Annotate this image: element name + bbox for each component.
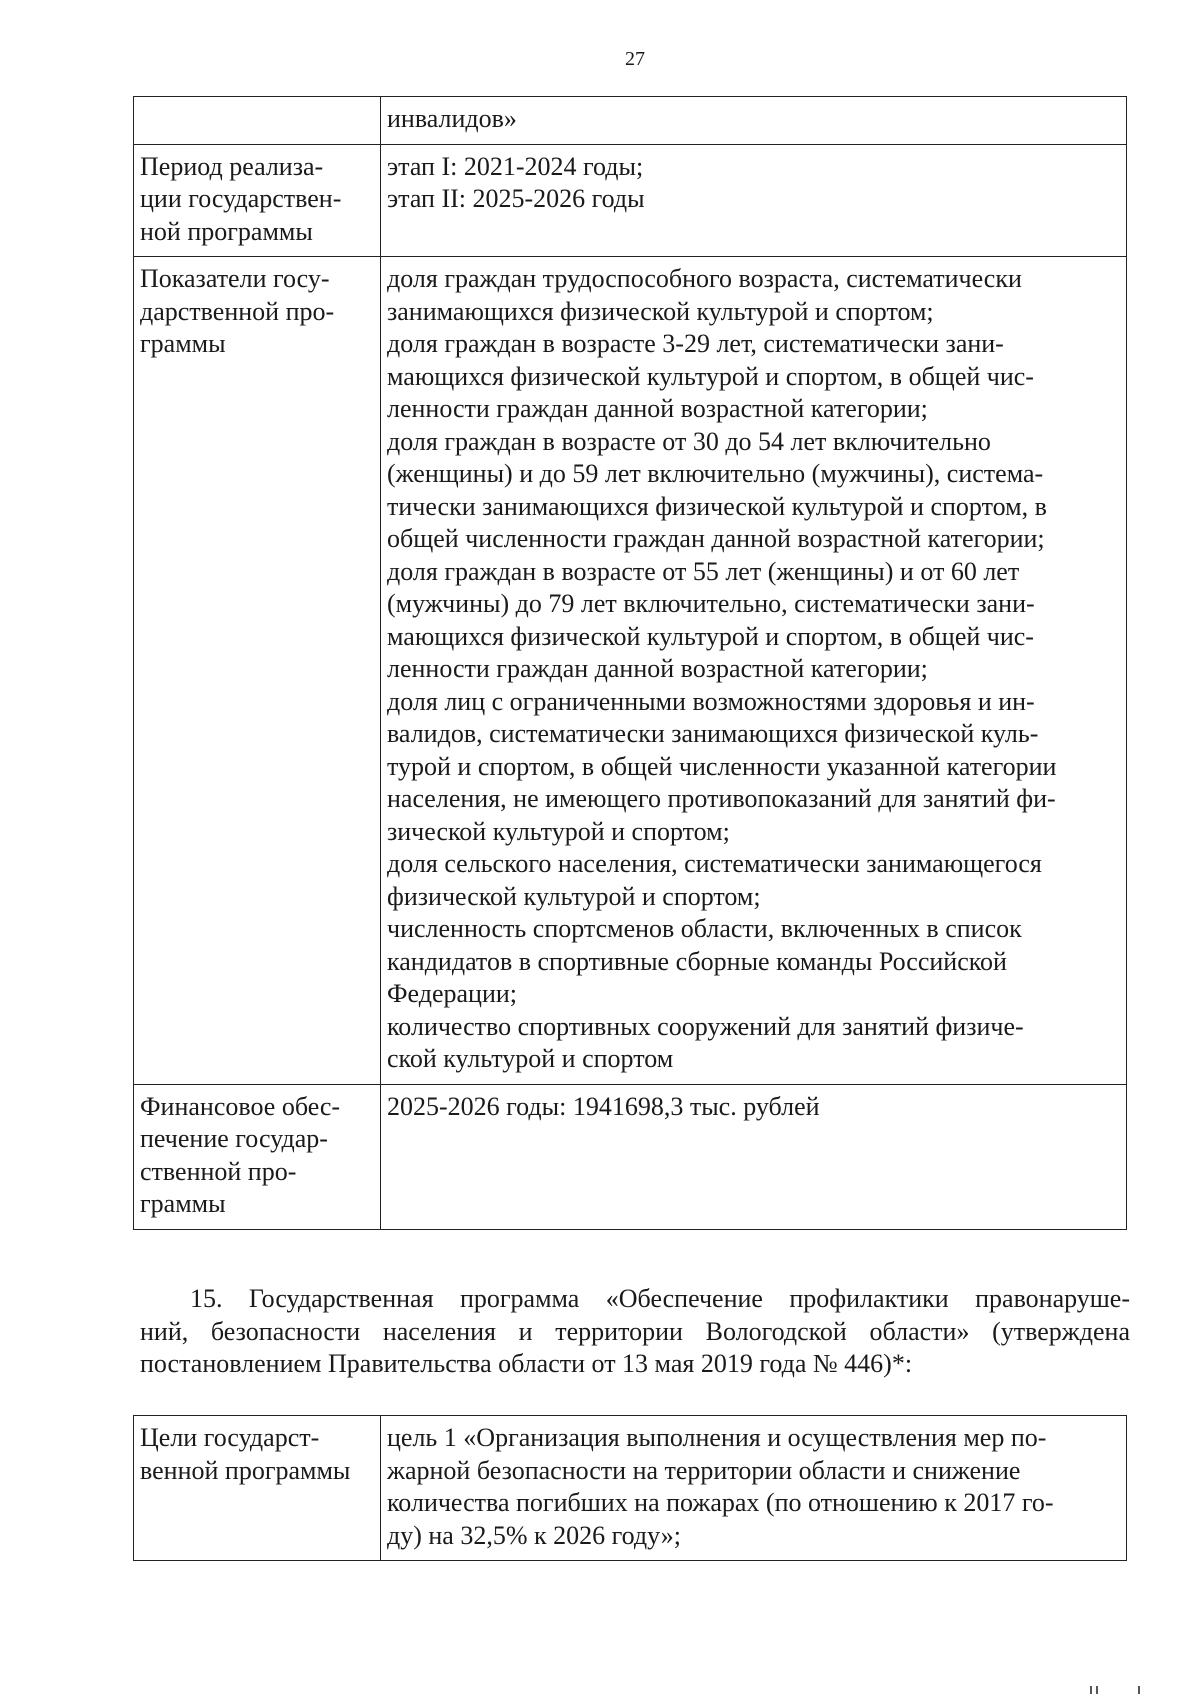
content-line: (женщины) и до 59 лет включительно (мужчины), система- bbox=[387, 459, 1044, 488]
content-line: количество спортивных сооружений для занятий физиче- bbox=[387, 1011, 1024, 1041]
content-line: численность спортсменов области, включенных в список bbox=[387, 914, 1022, 943]
content-line: физической культурой и спортом; bbox=[387, 881, 761, 911]
paragraph-line: ний, безопасности населения и территории Вологодской области» (утверждена bbox=[140, 1316, 1130, 1346]
content-line: 2025-2026 годы: 1941698,3 тыс. рублей bbox=[387, 1091, 820, 1121]
content-line: ленности граждан данной возрастной категории; bbox=[387, 394, 928, 423]
row-content bbox=[381, 1416, 1127, 1561]
content-line: ду) на 32,5% к 2026 году»; bbox=[387, 1520, 681, 1550]
label-line: ственной про- bbox=[140, 1156, 297, 1186]
content-line: доля лиц с ограниченными возможностями здоровья и ин- bbox=[387, 686, 1035, 716]
content-line: валидов, систематически занимающихся физической куль- bbox=[387, 719, 1039, 748]
label-line: ной программы bbox=[140, 216, 313, 246]
label-line: граммы bbox=[140, 1189, 226, 1218]
row-label bbox=[134, 1416, 381, 1561]
label-line: граммы bbox=[140, 329, 226, 358]
content-line: этап I: 2021-2024 годы; bbox=[387, 151, 644, 181]
paragraph-line: 15. Государственная программа «Обеспечение профилактики правонаруше- bbox=[190, 1284, 1130, 1313]
program-goals-table bbox=[133, 1415, 1127, 1561]
row-label bbox=[134, 97, 381, 145]
page-number: 27 bbox=[625, 48, 645, 70]
label-line: Цели государст- bbox=[140, 1423, 320, 1452]
content-line: жарной безопасности на территории области и снижение bbox=[387, 1455, 1021, 1485]
content-line: количества погибших на пожарах (по отношению к 2017 го- bbox=[387, 1488, 1054, 1517]
scan-artifact bbox=[1088, 1686, 1148, 1694]
content-line: ленности граждан данной возрастной категории; bbox=[387, 654, 928, 683]
table-row bbox=[134, 144, 1127, 257]
paragraph-line: постановлением Правительства области от 13 мая 2019 года № 446)*: bbox=[140, 1349, 913, 1378]
row-content bbox=[381, 1084, 1127, 1229]
label-line: Период реализа- bbox=[140, 151, 324, 181]
row-content bbox=[381, 97, 1127, 145]
content-line: мающихся физической культурой и спортом, в общей чис- bbox=[387, 361, 1034, 391]
content-line: доля сельского населения, систематически занимающегося bbox=[387, 849, 1042, 878]
content-line: доля граждан в возрасте от 30 до 54 лет включительно bbox=[387, 426, 991, 456]
content-line: этап II: 2025-2026 годы bbox=[387, 184, 645, 213]
row-content bbox=[381, 144, 1127, 257]
content-line: общей численности граждан данной возрастной категории; bbox=[387, 524, 1045, 553]
label-line: дарственной про- bbox=[140, 296, 335, 326]
content-line: цель 1 «Организация выполнения и осуществления мер по- bbox=[387, 1423, 1047, 1452]
content-line: доля граждан в возрасте 3-29 лет, систематически зани- bbox=[387, 329, 1004, 358]
label-line: Финансовое обес- bbox=[140, 1091, 341, 1121]
row-label bbox=[134, 144, 381, 257]
content-line: инвалидов» bbox=[387, 104, 517, 133]
row-content bbox=[381, 257, 1127, 1085]
content-line: занимающихся физической культурой и спортом; bbox=[387, 296, 934, 326]
content-line: доля граждан в возрасте от 55 лет (женщины) и от 60 лет bbox=[387, 556, 1020, 586]
content-line: (мужчины) до 79 лет включительно, систематически зани- bbox=[387, 589, 1035, 618]
row-label bbox=[134, 257, 381, 1085]
content-line: турой и спортом, в общей численности указанной категории bbox=[387, 751, 1057, 781]
content-line: тически занимающихся физической культурой и спортом, в bbox=[387, 491, 1047, 521]
content-line: кандидатов в спортивные сборные команды Российской bbox=[387, 946, 1007, 976]
row-label bbox=[134, 1084, 381, 1229]
table-row bbox=[134, 257, 1127, 1085]
program-passport-table bbox=[133, 96, 1127, 1230]
label-line: Показатели госу- bbox=[140, 264, 330, 293]
content-line: зической культурой и спортом; bbox=[387, 816, 730, 846]
content-line: Федерации; bbox=[387, 979, 518, 1008]
section-paragraph bbox=[140, 1283, 1130, 1381]
table-row bbox=[134, 97, 1127, 145]
label-line: венной программы bbox=[140, 1455, 351, 1485]
table-row bbox=[134, 1084, 1127, 1229]
content-line: ской культурой и спортом bbox=[387, 1044, 674, 1073]
label-line: печение государ- bbox=[140, 1124, 328, 1153]
content-line: мающихся физической культурой и спортом, в общей чис- bbox=[387, 621, 1034, 651]
table-row bbox=[134, 1416, 1127, 1561]
content-line: населения, не имеющего противопоказаний для занятий фи- bbox=[387, 784, 1056, 813]
label-line: ции государствен- bbox=[140, 184, 342, 213]
content-line: доля граждан трудоспособного возраста, систематически bbox=[387, 264, 1022, 293]
